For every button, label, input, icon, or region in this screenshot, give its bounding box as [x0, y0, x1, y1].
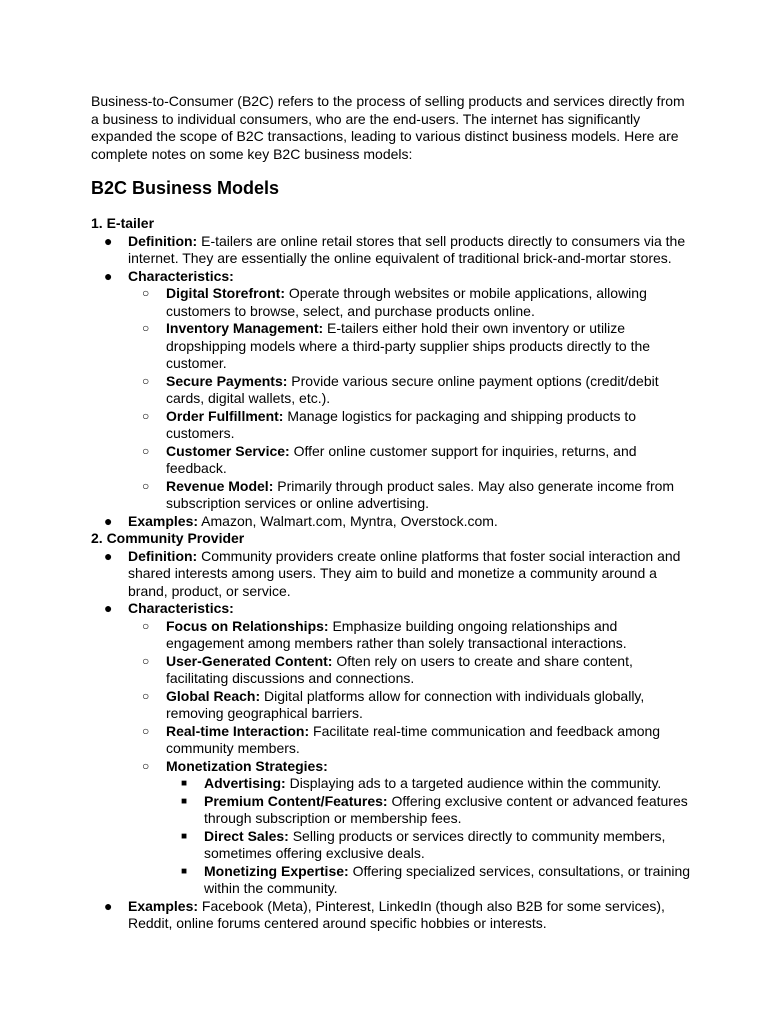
square-marker: ■: [181, 865, 188, 877]
bullet-marker: ●: [104, 897, 113, 914]
etailer-characteristics: [91, 268, 691, 513]
bullet-marker: ●: [104, 267, 113, 284]
circle-marker: ○: [142, 321, 150, 336]
item-label: Advertising:: [204, 775, 286, 792]
item-label: Direct Sales:: [204, 827, 289, 844]
item-text: Provide various secure online payment options (credit/debit cards, digital wallets, etc.).: [166, 372, 659, 407]
intro-paragraph: Business-to-Consumer (B2C) refers to the process of selling products and services directly from a business to individual consumers, who are the end-users. The internet has significantly expanded the scope of B2C transactions, leading to various distinct business models. Here are complete notes on some key B2C business models:: [91, 93, 685, 162]
circle-marker: ○: [142, 688, 150, 703]
list-item: [128, 653, 691, 688]
circle-marker: ○: [142, 478, 150, 493]
item-text: Digital platforms allow for connection with individuals globally, removing geographical barriers.: [166, 687, 645, 722]
list-item: [166, 793, 691, 828]
circle-marker: ○: [142, 443, 150, 458]
list-item: [128, 373, 691, 408]
item-label: Monetizing Expertise:: [204, 862, 349, 879]
list-item: [128, 723, 691, 758]
item-text: Often rely on users to create and share content, facilitating discussions and connections.: [166, 652, 633, 687]
item-text: Primarily through product sales. May also generate income from subscription services or online advertising.: [166, 477, 675, 512]
etailer-definition: [91, 233, 691, 268]
item-label: Digital Storefront:: [166, 285, 285, 302]
item-label: Inventory Management:: [166, 320, 324, 337]
section-heading: B2C Business Models: [91, 178, 280, 199]
examples-label: Examples:: [128, 897, 199, 914]
list-item: [166, 863, 691, 898]
list-item: [166, 775, 691, 793]
monetization-label: Monetization Strategies:: [166, 757, 328, 774]
item-label: Order Fulfillment:: [166, 407, 284, 424]
list-item: [128, 285, 691, 320]
community-examples: [91, 898, 691, 933]
list-item: [128, 688, 691, 723]
document-page: [91, 93, 691, 933]
characteristics-label: Characteristics:: [128, 267, 234, 284]
square-marker: ■: [181, 778, 188, 790]
item-text: Offering specialized services, consultations, or training within the community.: [204, 862, 691, 897]
definition-label: Definition:: [128, 232, 198, 249]
circle-marker: ○: [142, 653, 150, 668]
square-marker: ■: [181, 830, 188, 842]
list-item: [166, 828, 691, 863]
list-item: [128, 443, 691, 478]
definition-text: Community providers create online platforms that foster social interaction and shared interests among users. They aim to build and monetize a community around a brand, product, or service.: [128, 547, 681, 599]
examples-text: Amazon, Walmart.com, Myntra, Overstock.com.: [198, 512, 498, 529]
community-characteristics-list: [128, 618, 691, 898]
item-text: Offer online customer support for inquiries, returns, and feedback.: [166, 442, 637, 477]
etailer-list: [91, 233, 691, 531]
bullet-marker: ●: [104, 600, 113, 617]
item-text: Offering exclusive content or advanced features through subscription or membership fees.: [204, 792, 688, 827]
etailer-title: 1. E-tailer: [91, 215, 155, 232]
etailer-examples: [91, 513, 691, 531]
item-text: Operate through websites or mobile applications, allowing customers to browse, select, and purchase products online.: [166, 285, 647, 319]
etailer-characteristics-list: [128, 285, 691, 513]
circle-marker: ○: [142, 286, 150, 301]
monetization-item: [128, 758, 691, 898]
examples-text: Facebook (Meta), Pinterest, LinkedIn (though also B2B for some services), Reddit, online forums centered around specific hobbies or interests.: [128, 897, 665, 932]
item-text: Displaying ads to a targeted audience within the community.: [285, 775, 662, 792]
square-marker: ■: [181, 795, 188, 807]
circle-marker: ○: [142, 373, 150, 388]
monetization-list: [166, 775, 691, 898]
item-label: User-Generated Content:: [166, 652, 333, 669]
list-item: [128, 478, 691, 513]
community-characteristics: [91, 600, 691, 898]
item-label: Focus on Relationships:: [166, 617, 329, 634]
list-item: [128, 408, 691, 443]
circle-marker: ○: [142, 618, 150, 633]
item-text: E-tailers either hold their own inventory or utilize dropshipping models where a third-party supplier ships products directly to the customer.: [166, 320, 651, 372]
circle-marker: ○: [142, 408, 150, 423]
definition-label: Definition:: [128, 547, 198, 564]
item-text: Facilitate real-time communication and feedback among community members.: [166, 722, 661, 757]
community-title: 2. Community Provider: [91, 530, 245, 547]
list-item: [128, 618, 691, 653]
circle-marker: ○: [142, 758, 150, 773]
characteristics-label: Characteristics:: [128, 600, 234, 617]
item-label: Global Reach:: [166, 687, 261, 704]
item-label: Real-time Interaction:: [166, 722, 310, 739]
bullet-marker: ●: [104, 232, 113, 249]
item-label: Secure Payments:: [166, 372, 288, 389]
item-label: Premium Content/Features:: [204, 792, 388, 809]
list-item: [128, 320, 691, 373]
community-list: [91, 548, 691, 933]
bullet-marker: ●: [104, 547, 113, 564]
examples-label: Examples:: [128, 512, 199, 529]
item-text: Selling products or services directly to community members, sometimes offering exclusive deals.: [204, 827, 666, 862]
item-text: Emphasize building ongoing relationships and engagement among members rather than solely transactional interactions.: [166, 617, 627, 652]
definition-text: E-tailers are online retail stores that sell products directly to consumers via the internet. They are essentially the online equivalent of traditional brick-and-mortar stores.: [128, 232, 686, 267]
item-label: Revenue Model:: [166, 477, 274, 494]
item-text: Manage logistics for packaging and shipping products to customers.: [166, 407, 637, 442]
item-label: Customer Service:: [166, 442, 290, 459]
community-definition: [91, 548, 691, 601]
bullet-marker: ●: [104, 512, 113, 529]
circle-marker: ○: [142, 723, 150, 738]
